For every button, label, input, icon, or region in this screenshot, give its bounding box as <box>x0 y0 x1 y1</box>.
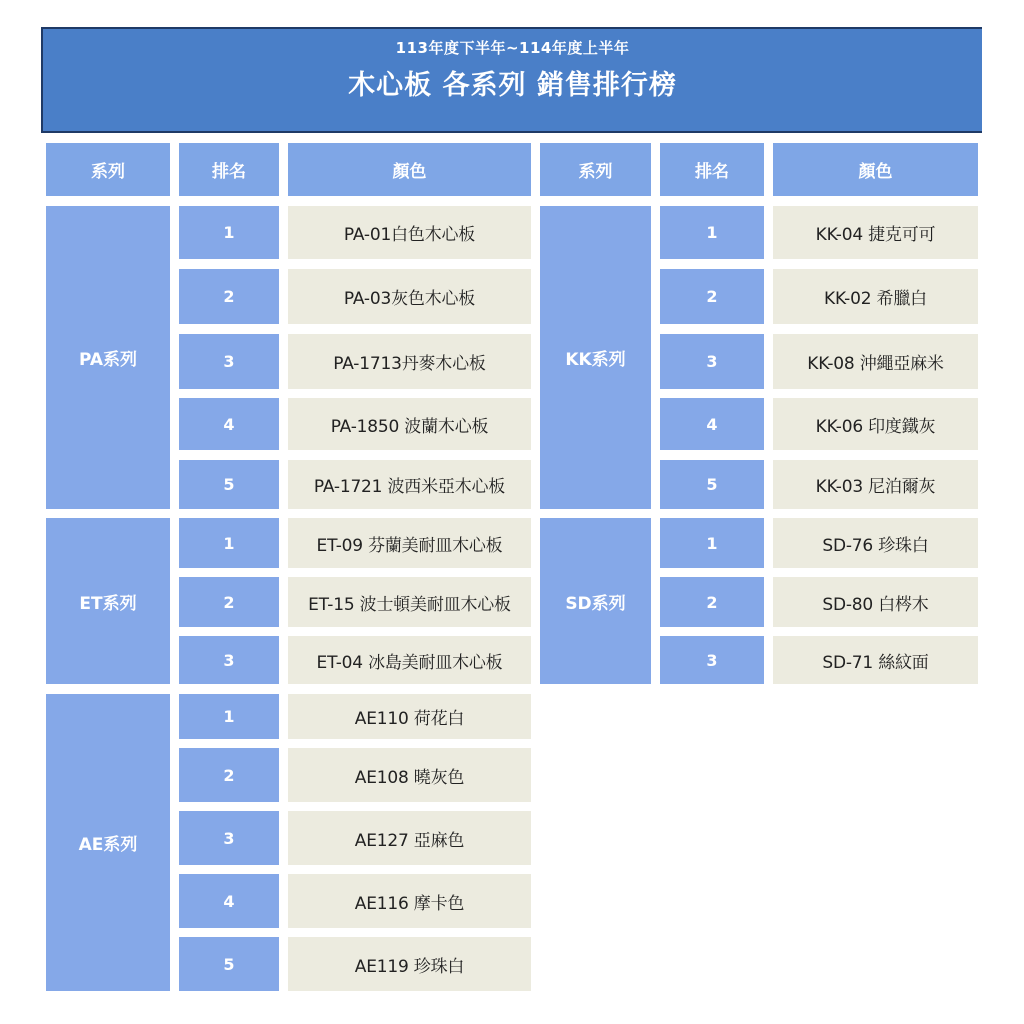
series-cell-sd: SD系列 <box>540 518 651 684</box>
series-cell-et: ET系列 <box>46 518 170 684</box>
title-banner <box>41 27 982 133</box>
rank-cell: 5 <box>179 460 279 509</box>
header-color-left: 顏色 <box>288 143 531 196</box>
rank-cell: 2 <box>179 748 279 802</box>
period-subtitle: 113年度下半年~114年度上半年 <box>395 39 630 57</box>
rank-cell: 4 <box>179 398 279 450</box>
rank-cell: 5 <box>660 460 764 509</box>
rank-cell: 3 <box>179 636 279 684</box>
header-rank-right: 排名 <box>660 143 764 196</box>
series-cell-ae: AE系列 <box>46 694 170 991</box>
color-cell: PA-03灰色木心板 <box>288 269 531 324</box>
rank-cell: 1 <box>179 206 279 259</box>
color-cell: ET-15 波士頓美耐皿木心板 <box>288 577 531 627</box>
color-cell: PA-1850 波蘭木心板 <box>288 398 531 450</box>
rank-cell: 4 <box>179 874 279 928</box>
rank-cell: 4 <box>660 398 764 450</box>
color-cell: AE116 摩卡色 <box>288 874 531 928</box>
color-cell: AE119 珍珠白 <box>288 937 531 991</box>
rank-cell: 3 <box>179 811 279 865</box>
rank-cell: 2 <box>660 269 764 324</box>
header-series-left: 系列 <box>46 143 170 196</box>
rank-cell: 2 <box>660 577 764 627</box>
rank-cell: 2 <box>179 577 279 627</box>
color-cell: SD-71 絲紋面 <box>773 636 978 684</box>
series-cell-kk: KK系列 <box>540 206 651 509</box>
color-cell: SD-76 珍珠白 <box>773 518 978 568</box>
header-rank-left: 排名 <box>179 143 279 196</box>
color-cell: PA-01白色木心板 <box>288 206 531 259</box>
color-cell: AE127 亞麻色 <box>288 811 531 865</box>
rank-cell: 1 <box>179 694 279 739</box>
color-cell: KK-02 希臘白 <box>773 269 978 324</box>
color-cell: KK-04 捷克可可 <box>773 206 978 259</box>
page-title: 木心板 各系列 銷售排行榜 <box>348 70 677 101</box>
rank-cell: 3 <box>660 334 764 389</box>
rank-cell: 5 <box>179 937 279 991</box>
rank-cell: 1 <box>179 518 279 568</box>
header-series-right: 系列 <box>540 143 651 196</box>
color-cell: KK-08 沖繩亞麻米 <box>773 334 978 389</box>
color-cell: KK-03 尼泊爾灰 <box>773 460 978 509</box>
rank-cell: 3 <box>179 334 279 389</box>
series-cell-pa: PA系列 <box>46 206 170 509</box>
color-cell: PA-1721 波西米亞木心板 <box>288 460 531 509</box>
rank-cell: 1 <box>660 518 764 568</box>
header-color-right: 顏色 <box>773 143 978 196</box>
color-cell: SD-80 白梣木 <box>773 577 978 627</box>
color-cell: PA-1713丹麥木心板 <box>288 334 531 389</box>
color-cell: AE110 荷花白 <box>288 694 531 739</box>
rank-cell: 1 <box>660 206 764 259</box>
color-cell: AE108 曉灰色 <box>288 748 531 802</box>
rank-cell: 3 <box>660 636 764 684</box>
rank-cell: 2 <box>179 269 279 324</box>
color-cell: ET-04 冰島美耐皿木心板 <box>288 636 531 684</box>
color-cell: KK-06 印度鐵灰 <box>773 398 978 450</box>
color-cell: ET-09 芬蘭美耐皿木心板 <box>288 518 531 568</box>
